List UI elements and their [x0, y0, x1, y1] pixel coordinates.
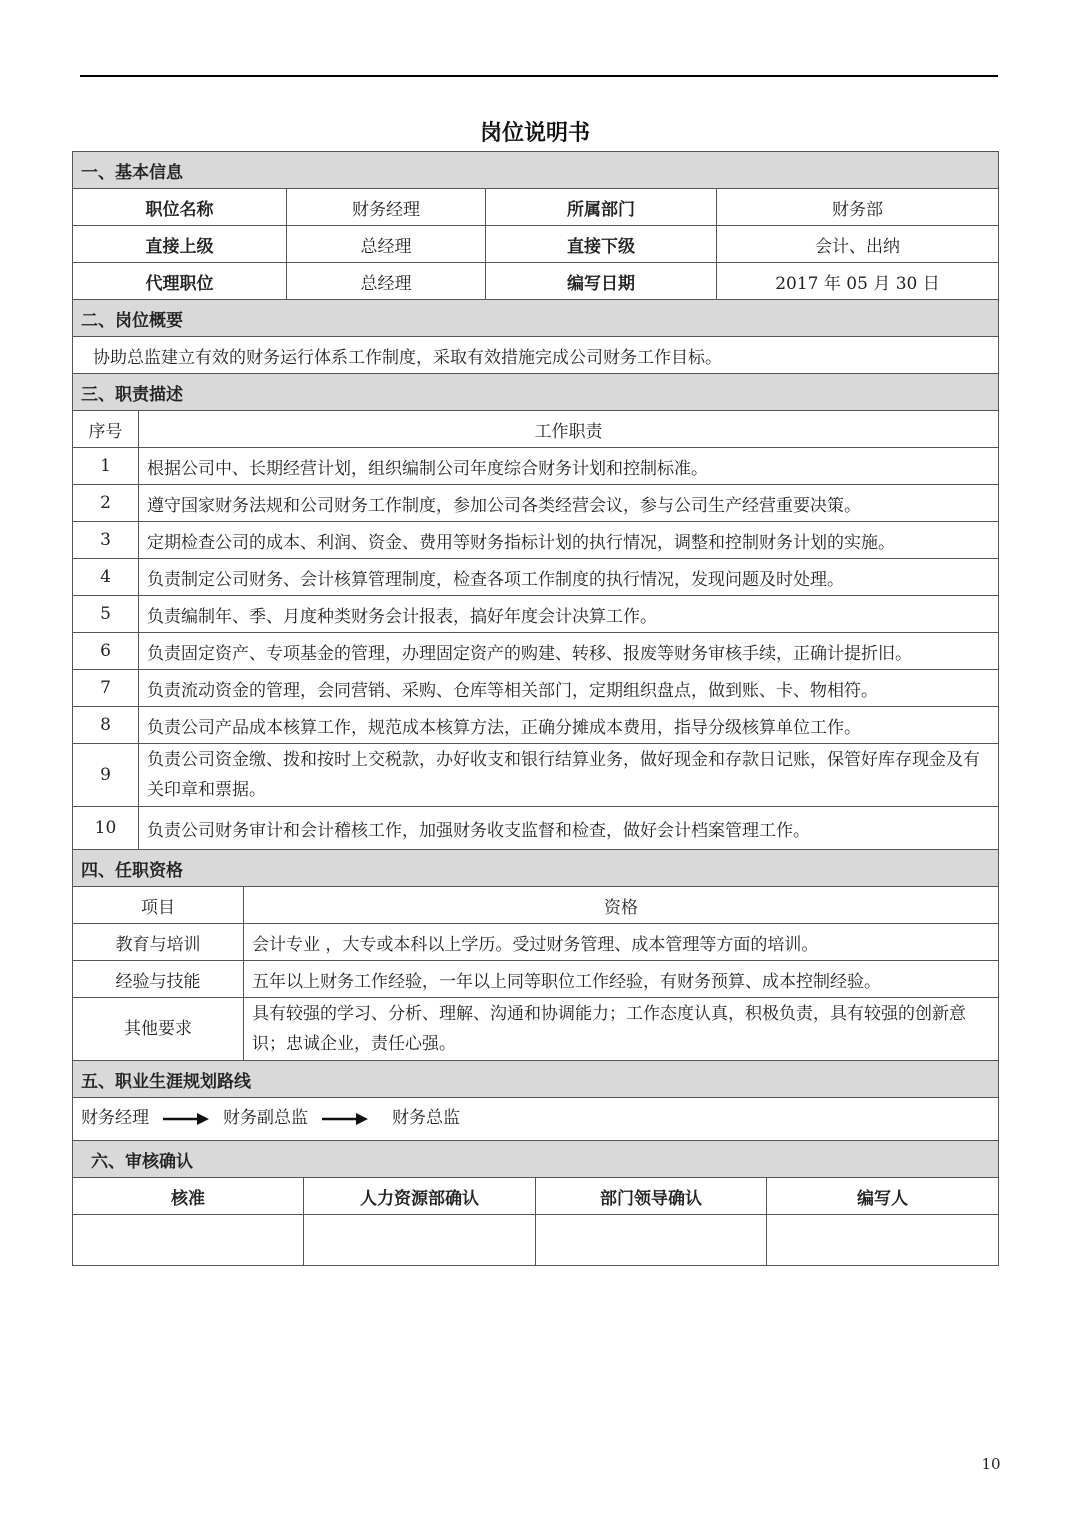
duty-number: 5 [73, 596, 139, 633]
approval-signature-cell [73, 1215, 304, 1266]
duty-number: 2 [73, 485, 139, 522]
duty-row [73, 707, 999, 744]
career-step: 财务副总监 [223, 1108, 308, 1128]
main-table [72, 151, 999, 850]
duty-text: 遵守国家财务法规和公司财务工作制度，参加公司各类经营会议，参与公司生产经营重要决策。 [139, 485, 999, 522]
duty-number: 9 [73, 744, 139, 807]
duty-number: 10 [73, 807, 139, 850]
approval-column-header: 人力资源部确认 [304, 1178, 536, 1215]
duty-row [73, 596, 999, 633]
qualification-item: 其他要求 [73, 998, 244, 1061]
section-header-summary: 二、岗位概要 [73, 300, 999, 337]
career-step: 财务总监 [392, 1108, 460, 1128]
qualification-item: 经验与技能 [73, 961, 244, 998]
approval-signature-cell [767, 1215, 999, 1266]
duty-text: 负责公司资金缴、拨和按时上交税款，办好收支和银行结算业务，做好现金和存款日记账，保管好库存现金及有关印章和票据。 [139, 744, 999, 807]
duty-row [73, 633, 999, 670]
qualification-row [73, 961, 999, 998]
header-rule [80, 75, 998, 77]
info-label: 直接上级 [73, 226, 287, 263]
approval-column-header: 编写人 [767, 1178, 999, 1215]
duty-number: 3 [73, 522, 139, 559]
info-label: 职位名称 [73, 189, 287, 226]
info-value: 总经理 [287, 263, 486, 300]
duty-number: 4 [73, 559, 139, 596]
duty-text: 负责公司产品成本核算工作，规范成本核算方法，正确分摊成本费用，指导分级核算单位工作。 [139, 707, 999, 744]
section-header-career-path: 五、职业生涯规划路线 [73, 1061, 999, 1098]
qualification-text: 五年以上财务工作经验，一年以上同等职位工作经验，有财务预算、成本控制经验。 [244, 961, 999, 998]
qualification-row [73, 924, 999, 961]
arrow-right-icon [322, 1112, 368, 1126]
duty-number: 1 [73, 448, 139, 485]
duty-text: 负责公司财务审计和会计稽核工作，加强财务收支监督和检查，做好会计档案管理工作。 [139, 807, 999, 850]
duty-row [73, 485, 999, 522]
info-value: 总经理 [287, 226, 486, 263]
duty-text: 定期检查公司的成本、利润、资金、费用等财务指标计划的执行情况，调整和控制财务计划的实施。 [139, 522, 999, 559]
column-header-item: 项目 [73, 887, 244, 924]
info-value: 财务经理 [287, 189, 486, 226]
duty-text: 负责编制年、季、月度种类财务会计报表，搞好年度会计决算工作。 [139, 596, 999, 633]
approval-table [72, 1140, 999, 1266]
career-step: 财务经理 [81, 1108, 149, 1128]
duty-text: 负责固定资产、专项基金的管理，办理固定资产的购建、转移、报废等财务审核手续，正确计提折旧。 [139, 633, 999, 670]
approval-signature-cell [304, 1215, 536, 1266]
info-value: 财务部 [717, 189, 999, 226]
info-label: 所属部门 [486, 189, 717, 226]
qualification-text: 具有较强的学习、分析、理解、沟通和协调能力；工作态度认真，积极负责，具有较强的创新意识；忠诚企业，责任心强。 [244, 998, 999, 1061]
qualification-item: 教育与培训 [73, 924, 244, 961]
column-header-no: 序号 [73, 411, 139, 448]
duty-row [73, 807, 999, 850]
section-header-duties: 三、职责描述 [73, 374, 999, 411]
job-description-form [72, 151, 998, 1266]
column-header-duty: 工作职责 [139, 411, 999, 448]
info-label: 编写日期 [486, 263, 717, 300]
duty-number: 7 [73, 670, 139, 707]
summary-text: 协助总监建立有效的财务运行体系工作制度，采取有效措施完成公司财务工作目标。 [73, 337, 999, 374]
duty-text: 负责流动资金的管理，会同营销、采购、仓库等相关部门，定期组织盘点，做到账、卡、物相符。 [139, 670, 999, 707]
duty-row [73, 448, 999, 485]
document-title: 岗位说明书 [479, 121, 590, 146]
duty-row [73, 744, 999, 807]
section-header-qualifications: 四、任职资格 [73, 850, 999, 887]
qualification-table [72, 849, 999, 1141]
duty-row [73, 670, 999, 707]
section-header-basic-info: 一、基本信息 [73, 152, 999, 189]
approval-signature-cell [536, 1215, 767, 1266]
info-label: 直接下级 [486, 226, 717, 263]
approval-column-header: 部门领导确认 [536, 1178, 767, 1215]
career-path [73, 1098, 999, 1141]
info-value: 2017 年 05 月 30 日 [717, 263, 999, 300]
info-label: 代理职位 [73, 263, 287, 300]
qualification-row [73, 998, 999, 1061]
duty-text: 根据公司中、长期经营计划，组织编制公司年度综合财务计划和控制标准。 [139, 448, 999, 485]
column-header-qualification: 资格 [244, 887, 999, 924]
info-row [73, 263, 999, 300]
duty-text: 负责制定公司财务、会计核算管理制度，检查各项工作制度的执行情况，发现问题及时处理。 [139, 559, 999, 596]
arrow-right-icon [163, 1112, 209, 1126]
page-number: 10 [981, 1455, 1001, 1473]
approval-column-header: 核准 [73, 1178, 304, 1215]
duty-number: 6 [73, 633, 139, 670]
section-header-approval: 六、审核确认 [73, 1141, 999, 1178]
duty-number: 8 [73, 707, 139, 744]
info-row [73, 189, 999, 226]
duty-row [73, 559, 999, 596]
qualification-text: 会计专业 ，大专或本科以上学历。受过财务管理、成本管理等方面的培训。 [244, 924, 999, 961]
info-value: 会计、出纳 [717, 226, 999, 263]
info-row [73, 226, 999, 263]
duty-row [73, 522, 999, 559]
